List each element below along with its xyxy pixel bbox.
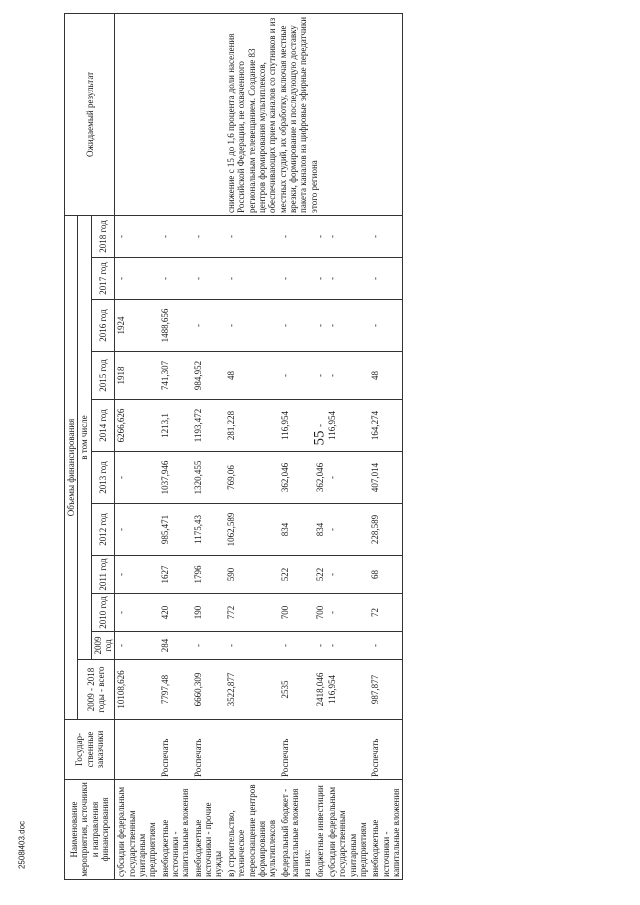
- row-year-value: 769,06: [225, 452, 279, 504]
- row-result: [115, 13, 159, 215]
- header-year: 2011 год: [91, 556, 115, 594]
- row-year-value: -: [326, 452, 369, 504]
- row-year-value: 834: [314, 504, 326, 556]
- row-year-value: -: [369, 215, 403, 257]
- row-year-value: 700: [314, 594, 326, 632]
- row-year-value: -: [314, 632, 326, 660]
- row-customer: [225, 720, 279, 780]
- row-year-value: -: [279, 258, 302, 300]
- row-total: 7797,48: [159, 660, 192, 720]
- row-name: из них:: [301, 780, 313, 880]
- row-year-value: -: [115, 556, 159, 594]
- row-total: 6660,309: [192, 660, 225, 720]
- row-result: снижение с 15 до 1,6 процента доли населения Российской Федерации, не охваченного региональным телевещанием. Создание 83 центров формирования мультиплексов, обеспечивающих прием каналов со спутников и из местных студий, их обработку, включая местные врезки, формирование и последующую доставку пакета каналов на цифровые эфирные передатчики этого региона: [225, 13, 403, 215]
- row-year-value: 72: [369, 594, 403, 632]
- row-year-value: -: [369, 258, 403, 300]
- header-in-total: в том числе: [78, 215, 91, 659]
- row-year-value: 834: [279, 504, 302, 556]
- row-year-value: -: [326, 504, 369, 556]
- row-year-value: [301, 300, 313, 352]
- row-year-value: 362,046: [314, 452, 326, 504]
- row-year-value: [301, 452, 313, 504]
- row-year-value: 6266,626: [115, 400, 159, 452]
- row-year-value: [301, 594, 313, 632]
- row-year-value: 284: [159, 632, 192, 660]
- header-name: Наименование мероприятия, источники и направления финансирования: [65, 780, 115, 880]
- row-customer: [314, 720, 326, 780]
- row-year-value: 1062,589: [225, 504, 279, 556]
- row-year-value: 985,471: [159, 504, 192, 556]
- row-year-value: 984,952: [192, 352, 225, 400]
- row-total: 2418,046: [314, 660, 326, 720]
- row-year-value: 228,589: [369, 504, 403, 556]
- row-year-value: -: [115, 258, 159, 300]
- row-year-value: -: [192, 258, 225, 300]
- header-year: 2013 год: [91, 452, 115, 504]
- row-year-value: -: [159, 258, 192, 300]
- row-year-value: 68: [369, 556, 403, 594]
- row-year-value: -: [326, 632, 369, 660]
- header-year: 2010 год: [91, 594, 115, 632]
- row-year-value: 772: [225, 594, 279, 632]
- row-year-value: -: [225, 215, 279, 257]
- row-year-value: -: [159, 215, 192, 257]
- row-year-value: -: [115, 594, 159, 632]
- header-year: 2016 год: [91, 300, 115, 352]
- row-total: [301, 660, 313, 720]
- row-year-value: [301, 400, 313, 452]
- row-year-value: -: [369, 632, 403, 660]
- row-year-value: 1175,43: [192, 504, 225, 556]
- row-year-value: -: [369, 300, 403, 352]
- row-year-value: [301, 632, 313, 660]
- row-year-value: -: [326, 215, 369, 257]
- row-customer: Роспечать: [279, 720, 302, 780]
- table-row: [159, 13, 192, 879]
- footer-document-code: 2508l403.doc: [17, 820, 27, 870]
- header-funding-group: Объемы финансирования: [65, 215, 78, 719]
- row-year-value: -: [115, 452, 159, 504]
- row-year-value: 1918: [115, 352, 159, 400]
- row-customer: Роспечать: [192, 720, 225, 780]
- row-total: 10108,626: [115, 660, 159, 720]
- row-total: 3522,877: [225, 660, 279, 720]
- table-row: [115, 13, 159, 879]
- header-year: 2017 год: [91, 258, 115, 300]
- row-name: внебюджетные источники - капитальные вложения: [369, 780, 403, 880]
- row-customer: [301, 720, 313, 780]
- row-total: 116,954: [326, 660, 369, 720]
- row-year-value: -: [314, 352, 326, 400]
- row-year-value: 407,014: [369, 452, 403, 504]
- row-year-value: 1796: [192, 556, 225, 594]
- header-year: 2018 год: [91, 215, 115, 257]
- row-year-value: 190: [192, 594, 225, 632]
- row-year-value: -: [225, 300, 279, 352]
- row-year-value: -: [279, 300, 302, 352]
- row-year-value: 700: [279, 594, 302, 632]
- row-year-value: 164,274: [369, 400, 403, 452]
- row-customer: [115, 720, 159, 780]
- row-year-value: 281,228: [225, 400, 279, 452]
- row-customer: Роспечать: [159, 720, 192, 780]
- header-year: 2014 год: [91, 400, 115, 452]
- row-year-value: 1320,455: [192, 452, 225, 504]
- row-customer: Роспечать: [369, 720, 403, 780]
- row-result: [192, 13, 225, 215]
- row-result: [159, 13, 192, 215]
- row-year-value: 48: [225, 352, 279, 400]
- row-year-value: -: [225, 632, 279, 660]
- row-year-value: -: [314, 400, 326, 452]
- header-year: 2012 год: [91, 504, 115, 556]
- row-year-value: -: [326, 300, 369, 352]
- row-year-value: 1627: [159, 556, 192, 594]
- row-year-value: -: [115, 632, 159, 660]
- header-total: 2009 - 2018 годы - всего: [78, 660, 115, 720]
- table-row: [225, 13, 279, 879]
- row-year-value: 1924: [115, 300, 159, 352]
- row-year-value: -: [326, 258, 369, 300]
- row-year-value: 741,307: [159, 352, 192, 400]
- header-customer: Государ-ственные заказчики: [65, 720, 115, 780]
- header-result: Ожидаемый результат: [65, 13, 115, 215]
- page-number: 55: [311, 430, 328, 446]
- row-name: субсидии федеральным государственным унитарным предприятиям: [326, 780, 369, 880]
- header-year: 2015 год: [91, 352, 115, 400]
- row-total: 2535: [279, 660, 302, 720]
- row-name: внебюджетные источники - капитальные вложения: [159, 780, 192, 880]
- row-total: 987,877: [369, 660, 403, 720]
- row-year-value: 48: [369, 352, 403, 400]
- row-year-value: 522: [279, 556, 302, 594]
- header-year: 2009 год: [91, 632, 115, 660]
- row-year-value: -: [314, 215, 326, 257]
- row-year-value: -: [192, 632, 225, 660]
- row-year-value: [301, 215, 313, 257]
- row-year-value: 116,954: [326, 400, 369, 452]
- row-year-value: 1488,656: [159, 300, 192, 352]
- row-year-value: 420: [159, 594, 192, 632]
- row-name: федеральный бюджет - капитальные вложения: [279, 780, 302, 880]
- financing-table: [64, 13, 403, 880]
- row-year-value: [301, 258, 313, 300]
- row-year-value: [301, 504, 313, 556]
- row-year-value: [301, 352, 313, 400]
- row-name: бюджетные инвестиции: [314, 780, 326, 880]
- row-year-value: [301, 556, 313, 594]
- row-year-value: -: [326, 594, 369, 632]
- row-year-value: -: [115, 504, 159, 556]
- row-year-value: -: [326, 352, 369, 400]
- row-year-value: -: [279, 215, 302, 257]
- row-year-value: -: [192, 215, 225, 257]
- row-year-value: 1037,946: [159, 452, 192, 504]
- row-year-value: 1193,472: [192, 400, 225, 452]
- row-name: внебюджетные источники - прочие нужды: [192, 780, 225, 880]
- row-name: в) строительство, техническое переоснащение центров формирования мультиплексов: [225, 780, 279, 880]
- row-year-value: -: [314, 258, 326, 300]
- row-year-value: -: [314, 300, 326, 352]
- row-year-value: -: [279, 632, 302, 660]
- row-year-value: -: [279, 352, 302, 400]
- row-year-value: 522: [314, 556, 326, 594]
- row-name: субсидии федеральным государственным унитарным предприятиям: [115, 780, 159, 880]
- rotated-table-container: [64, 14, 574, 880]
- row-year-value: -: [192, 300, 225, 352]
- row-year-value: -: [225, 258, 279, 300]
- row-customer: [326, 720, 369, 780]
- row-year-value: 116,954: [279, 400, 302, 452]
- row-year-value: 362,046: [279, 452, 302, 504]
- row-year-value: -: [326, 556, 369, 594]
- row-year-value: 1213,1: [159, 400, 192, 452]
- row-year-value: -: [115, 215, 159, 257]
- table-row: [192, 13, 225, 879]
- row-year-value: 590: [225, 556, 279, 594]
